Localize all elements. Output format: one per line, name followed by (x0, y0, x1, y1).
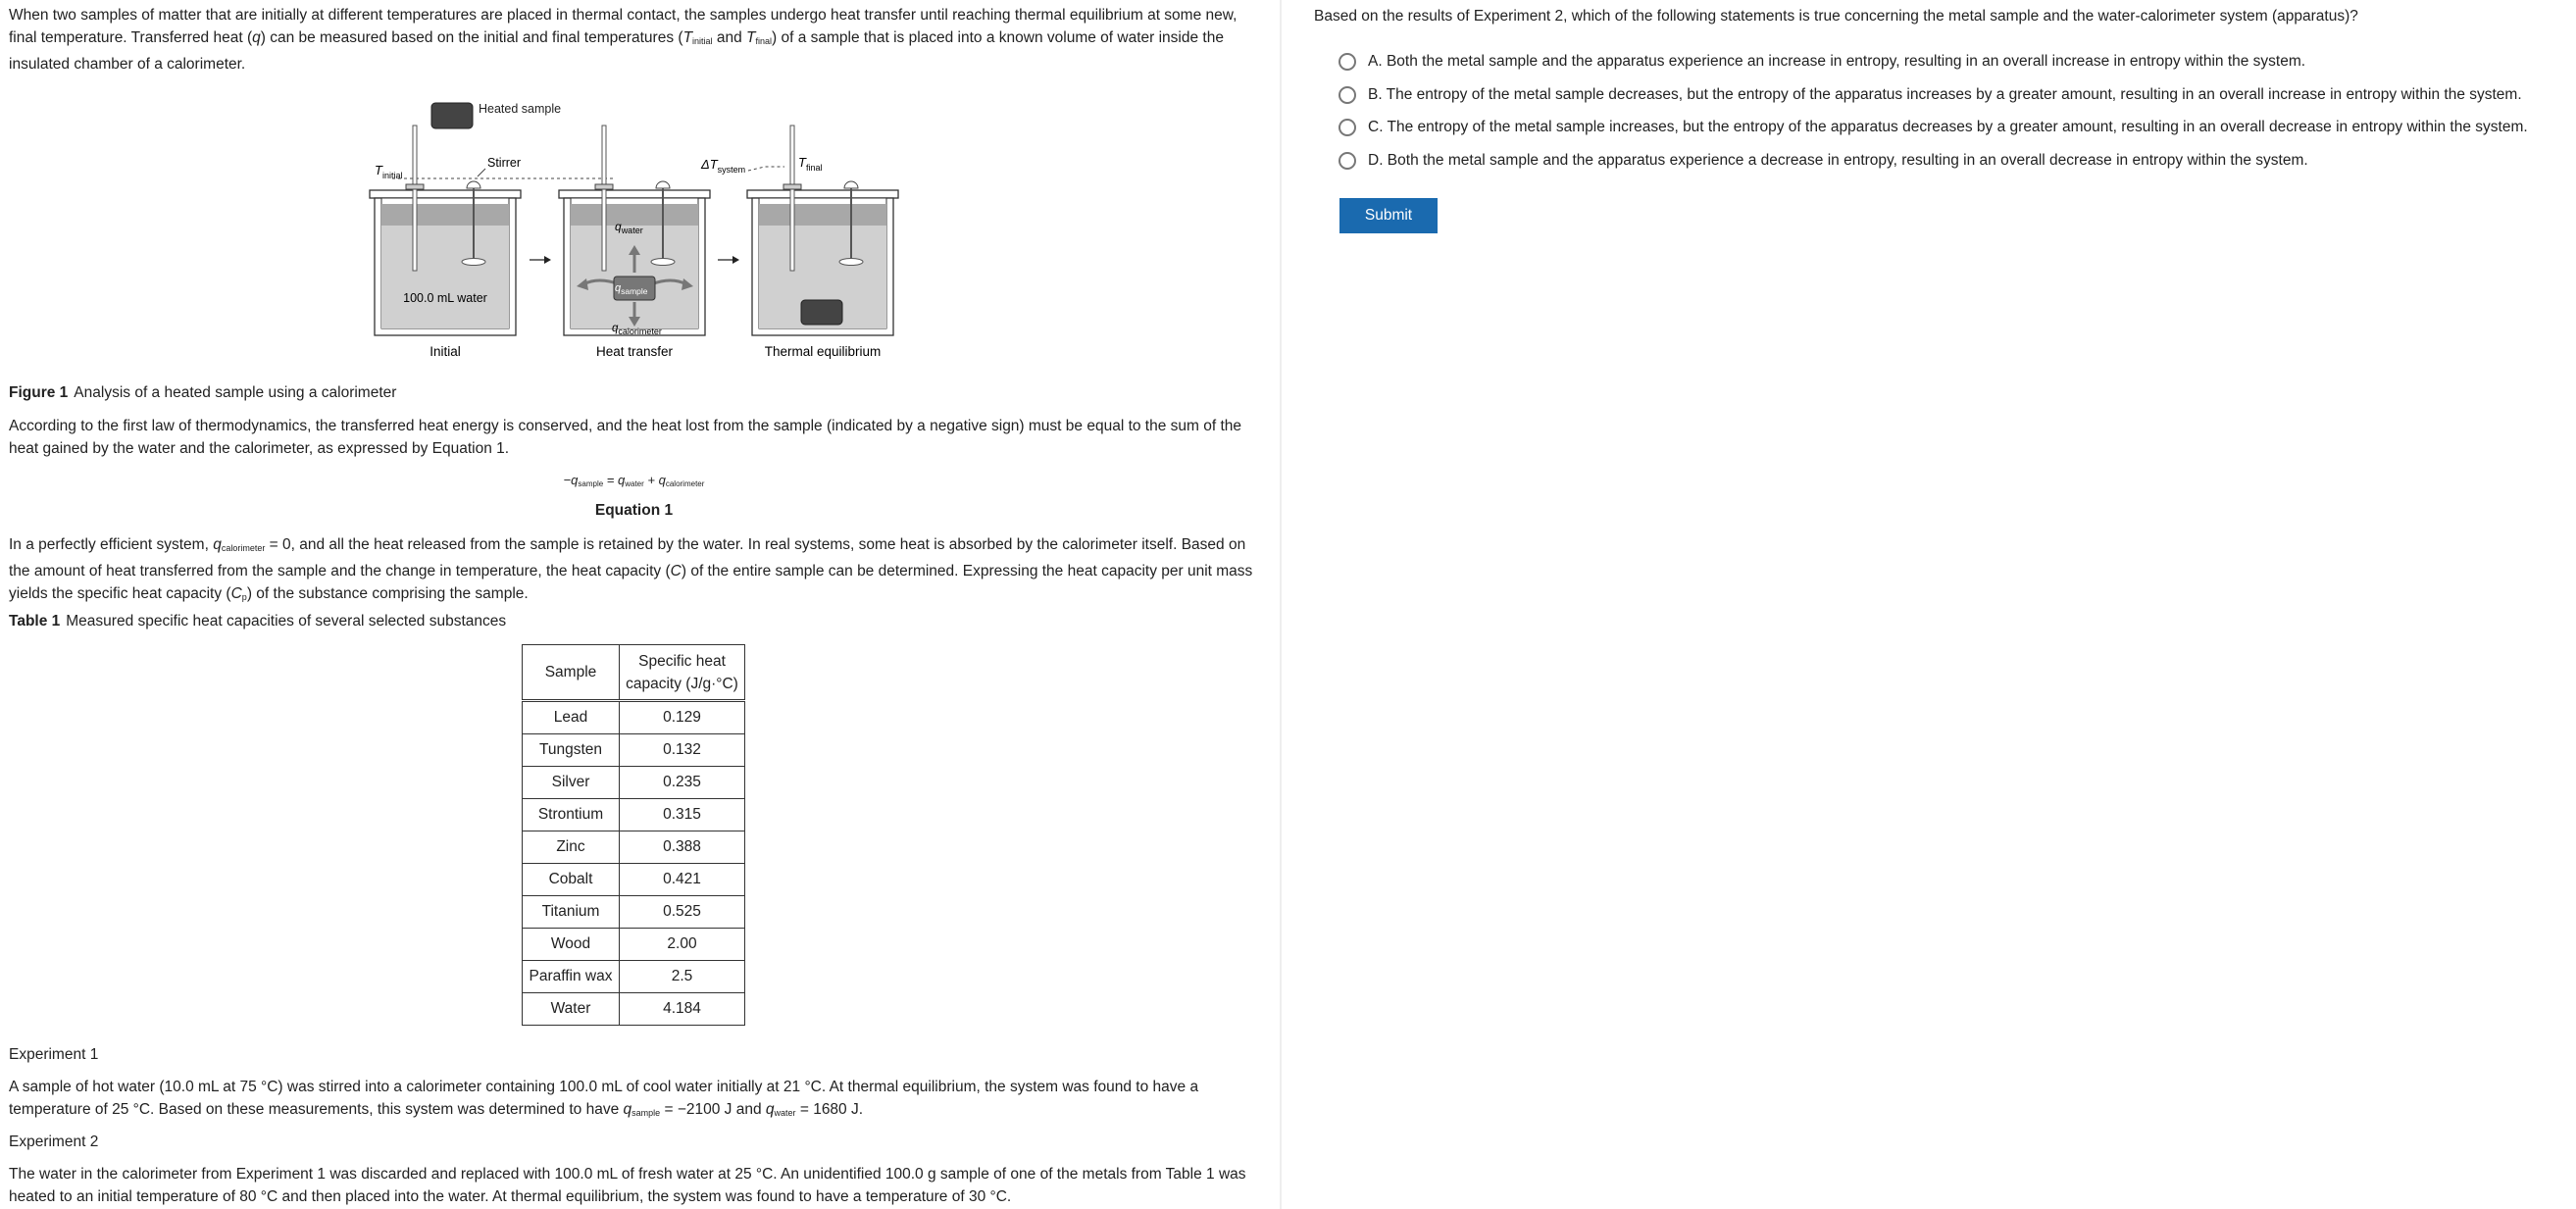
delta-t-label: $\Delta T_{system}$ (701, 157, 746, 175)
table-cell-sample: Cobalt (523, 864, 620, 896)
table-cell-sample: Tungsten (523, 734, 620, 767)
pane-divider[interactable] (1280, 0, 1282, 1209)
radio-button-d[interactable] (1339, 152, 1356, 170)
table-cell-heat-capacity: 0.129 (620, 701, 745, 734)
efficiency-paragraph: In a perfectly efficient system, $q_{calorimeter} = 0$, and all the heat released from the sample is retained by the water. In real systems, some heat is absorbed by the calorimeter itself. Based on the amount of heat transferred from the sample and the change in temperature, the heat capacity (C) of the entire sample can be determined. Expressing the heat capacity per unit mass yields the specific heat capacity $(C_p)$ of the substance comprising the sample. (9, 536, 1253, 602)
panel-label-thermal-equilibrium: Thermal equilibrium (764, 344, 882, 359)
water-volume-label: 100.0 mL water (403, 291, 487, 305)
table-cell-heat-capacity: 0.235 (620, 767, 745, 799)
table-cell-sample: Strontium (523, 799, 620, 831)
table-cell-heat-capacity: 0.388 (620, 831, 745, 864)
submit-button[interactable]: Submit (1339, 198, 1438, 233)
table-row (523, 864, 745, 896)
panel-heat-transfer (559, 126, 710, 336)
table-cell-sample: Wood (523, 929, 620, 961)
equation-1-label: Equation 1 (594, 502, 674, 519)
table-cell-heat-capacity: 2.00 (620, 929, 745, 961)
answer-option-c-text: C. The entropy of the metal sample increases, but the entropy of the apparatus decreases by a greater amount, resulting in an overall decrease in entropy within the system. (1368, 119, 2528, 135)
experiment-1-text: A sample of hot water (10.0 mL at 75 °C) was stirred into a calorimeter containing 100.0 mL of cool water initially at 21 °C. At thermal equilibrium, the system was found to have a temperature of 25 °C. Based on these measurements, this system was determined to have $q_{sample} = -2100$ J and $q_{water} = 1680$ J. (9, 1079, 1199, 1118)
q-sample-label: $q_{sample}$ (615, 282, 648, 296)
panel-thermal-equilibrium (747, 126, 898, 335)
table-header-heat-capacity: Specific heat capacity (J/g·°C) (620, 645, 745, 701)
intro-paragraph: When two samples of matter that are initially at different temperatures are placed in thermal contact, the samples undergo heat transfer until reaching thermal equilibrium at some new, final temperature. Transferred heat (q) can be measured based on the initial and final temperatures ($T_{initial}$ and $T_{final}$) of a sample that is placed into a known volume of water inside the insulated chamber of a calorimeter. (9, 7, 1237, 73)
experiment-1-title: Experiment 1 (9, 1046, 99, 1063)
table-cell-heat-capacity: 0.525 (620, 896, 745, 929)
passage-pane (0, 0, 1280, 1209)
answer-option-d-text: D. Both the metal sample and the apparatus experience a decrease in entropy, resulting in an overall decrease in entropy within the system. (1368, 152, 2308, 169)
calorimeter-figure (363, 98, 912, 368)
answer-option-c[interactable] (1339, 115, 2528, 140)
panel-label-heat-transfer: Heat transfer (595, 344, 674, 359)
table-cell-sample: Paraffin wax (523, 961, 620, 993)
table-cell-sample: Water (523, 993, 620, 1026)
experiment-2-text: The water in the calorimeter from Experiment 1 was discarded and replaced with 100.0 mL of fresh water at 25 °C. An unidentified 100.0 g sample of one of the metals from Table 1 was heated to an initial temperature of 80 °C and then placed into the water. At thermal equilibrium, the system was found to have a temperature of 30 °C. (9, 1166, 1246, 1205)
table-caption: Table 1 Measured specific heat capacities of several selected substances (9, 613, 507, 630)
t-final-label: $T_{final}$ (798, 155, 823, 173)
first-law-paragraph: According to the first law of thermodynamics, the transferred heat energy is conserved, and the heat lost from the sample (indicated by a negative sign) must be equal to the sum of the heat gained by the water and the calorimeter, as expressed by Equation 1. (9, 418, 1242, 457)
table-row (523, 929, 745, 961)
table-row (523, 993, 745, 1026)
equation-1-formula: $-q_{sample} = q_{water} + q_{calorimeter}$ (563, 473, 705, 488)
answer-option-a[interactable] (1339, 49, 2305, 75)
table-row (523, 701, 745, 734)
stirrer-label: Stirrer (487, 156, 522, 170)
radio-button-c[interactable] (1339, 119, 1356, 136)
table-header-sample: Sample (523, 645, 620, 701)
table-row (523, 767, 745, 799)
q-water-label: $q_{water}$ (615, 220, 643, 235)
answer-option-b-text: B. The entropy of the metal sample decreases, but the entropy of the apparatus increases by a greater amount, resulting in an overall increase in entropy within the system. (1368, 86, 2522, 103)
panel-label-initial: Initial (429, 344, 461, 359)
table-cell-sample: Silver (523, 767, 620, 799)
radio-button-b[interactable] (1339, 86, 1356, 104)
heated-sample-block (431, 103, 473, 128)
experiment-2-title: Experiment 2 (9, 1133, 99, 1150)
table-cell-heat-capacity: 4.184 (620, 993, 745, 1026)
table-cell-heat-capacity: 2.5 (620, 961, 745, 993)
table-cell-sample: Titanium (523, 896, 620, 929)
t-initial-label: $T_{initial}$ (375, 163, 403, 180)
q-calorimeter-label: $q_{calorimeter}$ (612, 323, 662, 336)
answer-option-a-text: A. Both the metal sample and the apparatus experience an increase in entropy, resulting in an overall increase in entropy within the system. (1368, 53, 2306, 70)
table-row (523, 896, 745, 929)
question-pane (1314, 0, 2569, 1209)
answer-option-b[interactable] (1339, 82, 2522, 108)
table-row (523, 799, 745, 831)
heated-sample-label: Heated sample (479, 102, 562, 116)
table-cell-sample: Zinc (523, 831, 620, 864)
question-prompt: Based on the results of Experiment 2, which of the following statements is true concerning the metal sample and the water-calorimeter system (apparatus)? (1314, 8, 2358, 25)
table-row (523, 961, 745, 993)
table-header-row (523, 645, 745, 701)
table-cell-sample: Lead (523, 701, 620, 734)
figure-caption: Figure 1 Analysis of a heated sample using a calorimeter (9, 384, 397, 401)
radio-button-a[interactable] (1339, 53, 1356, 71)
table-cell-heat-capacity: 0.421 (620, 864, 745, 896)
specific-heat-table (522, 644, 745, 1026)
table-cell-heat-capacity: 0.132 (620, 734, 745, 767)
answer-option-d[interactable] (1339, 148, 2308, 174)
table-row (523, 734, 745, 767)
table-row (523, 831, 745, 864)
table-cell-heat-capacity: 0.315 (620, 799, 745, 831)
